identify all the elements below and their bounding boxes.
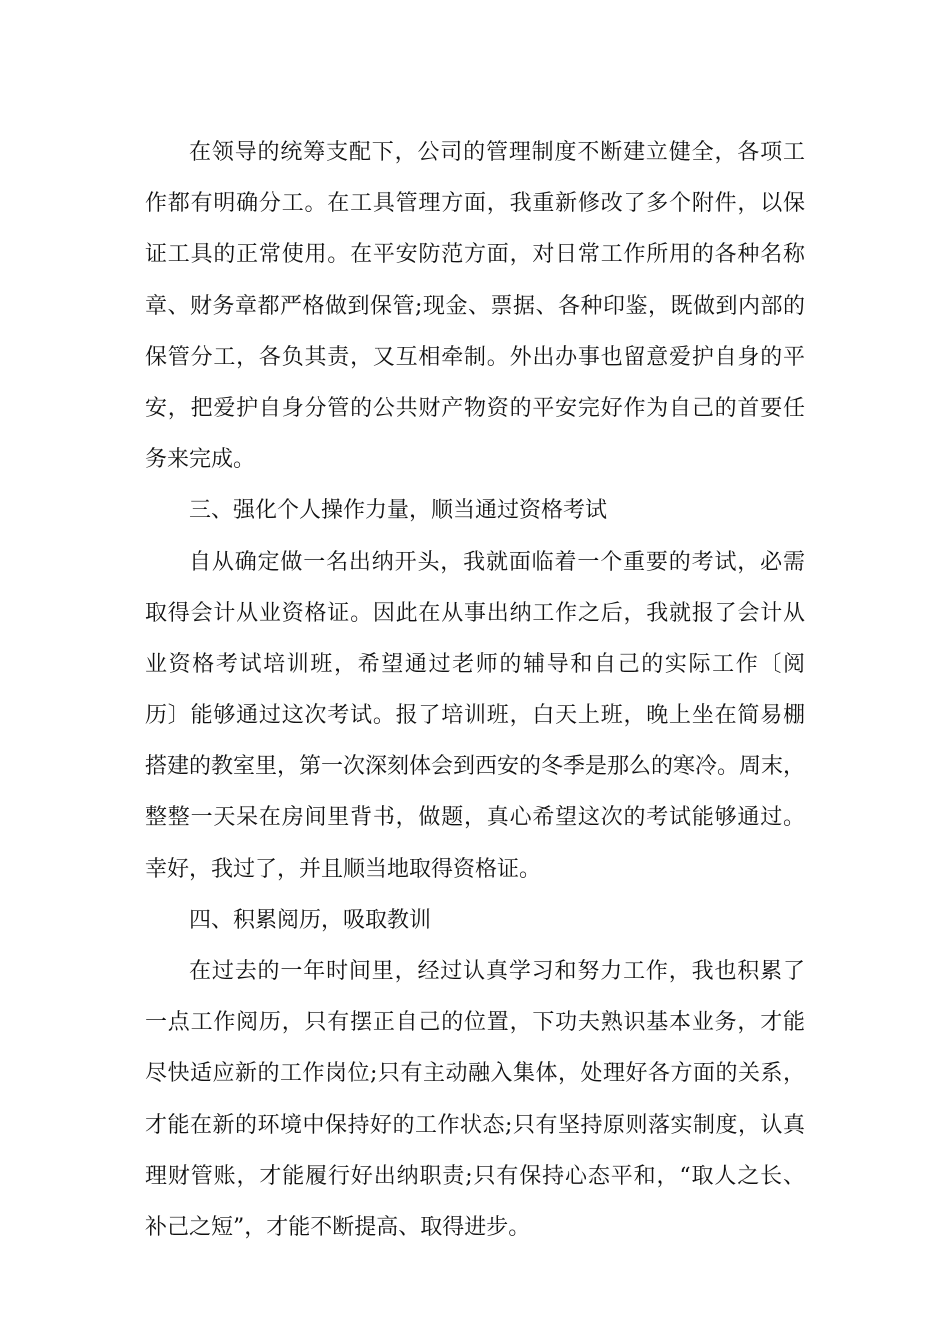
paragraph-line: 安，把爱护自身分管的公共财产物资的平安完好作为自己的首要任 <box>145 395 805 421</box>
paragraph-line: 幸好，我过了，并且顺当地取得资格证。 <box>145 856 542 882</box>
paragraph-line: 取得会计从业资格证。因此在从事出纳工作之后，我就报了会计从 <box>145 600 805 626</box>
section-heading: 四、积累阅历，吸取教训 <box>189 907 432 933</box>
paragraph-line: 补己之短”，才能不断提高、取得进步。 <box>145 1214 531 1240</box>
paragraph-line: 在领导的统筹支配下，公司的管理制度不断建立健全，各项工 <box>189 140 805 165</box>
paragraph-line: 保管分工，各负其责，又互相牵制。外出办事也留意爱护自身的平 <box>145 344 805 370</box>
paragraph-line: 理财管账，才能履行好出纳职责;只有保持心态平和，“取人之长、 <box>145 1163 805 1189</box>
paragraph-line: 务来完成。 <box>145 447 256 473</box>
document-body <box>145 127 805 1253</box>
paragraph-line: 业资格考试培训班，希望通过老师的辅导和自己的实际工作〔阅 <box>145 651 805 677</box>
paragraph-line: 在过去的一年时间里，经过认真学习和努力工作，我也积累了 <box>189 959 805 984</box>
paragraph-line: 自从确定做一名出纳开头，我就面临着一个重要的考试，必需 <box>189 549 805 575</box>
paragraph-line: 尽快适应新的工作岗位;只有主动融入集体，处理好各方面的关系， <box>145 1061 805 1087</box>
paragraph-line: 搭建的教室里，第一次深刻体会到西安的冬季是那么的寒冷。周末， <box>145 754 806 780</box>
section-heading: 三、强化个人操作力量，顺当通过资格考试 <box>189 498 608 524</box>
paragraph-line: 历〕能够通过这次考试。报了培训班，白天上班，晚上坐在简易棚 <box>145 703 805 729</box>
paragraph-line: 作都有明确分工。在工具管理方面，我重新修改了多个附件，以保 <box>145 191 805 217</box>
paragraph-line: 证工具的正常使用。在平安防范方面，对日常工作所用的各种名称 <box>145 242 805 268</box>
paragraph-line: 一点工作阅历，只有摆正自己的位置，下功夫熟识基本业务，才能 <box>145 1010 805 1036</box>
paragraph-line: 才能在新的环境中保持好的工作状态;只有坚持原则落实制度，认真 <box>145 1112 805 1138</box>
paragraph-line: 章、财务章都严格做到保管;现金、票据、各种印鉴，既做到内部的 <box>145 293 805 319</box>
paragraph-line: 整整一天呆在房间里背书，做题，真心希望这次的考试能够通过。 <box>145 805 805 831</box>
